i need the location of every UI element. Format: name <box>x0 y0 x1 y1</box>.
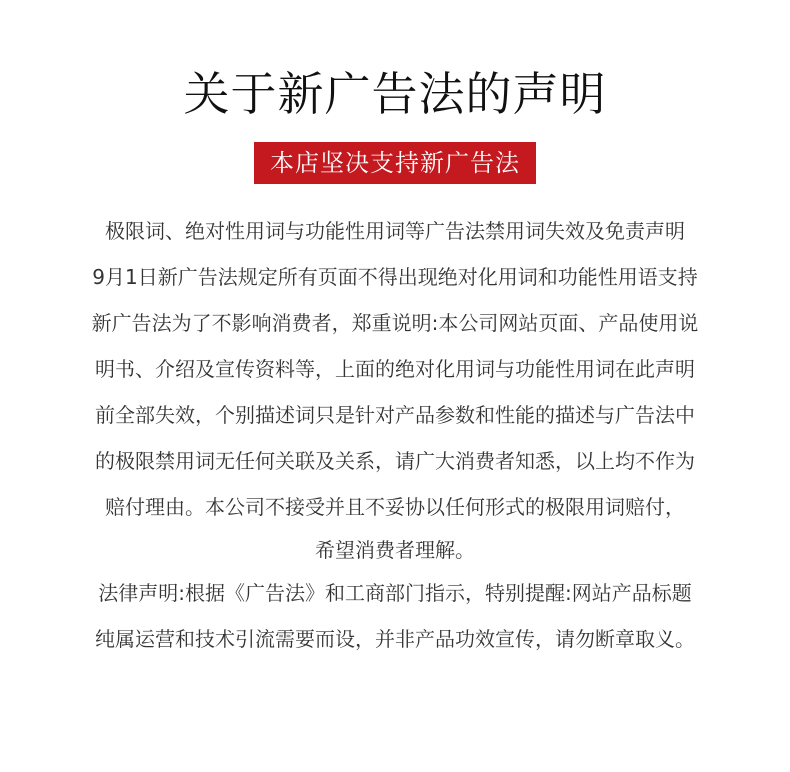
statement-line: 前全部失效，个别描述词只是针对产品参数和性能的描述与广告法中 <box>95 403 695 427</box>
legal-line: 法律声明:根据《广告法》和工商部门指示，特别提醒:网站产品标题 <box>98 581 692 605</box>
statement-line: 希望消费者理解。 <box>315 538 475 562</box>
statement-line: 赔付理由。本公司不接受并且不妥协以任何形式的极限用词赔付， <box>105 495 685 519</box>
page-title: 关于新广告法的声明 <box>183 67 607 121</box>
banner-container <box>0 142 790 184</box>
support-banner: 本店坚决支持新广告法 <box>254 142 536 184</box>
statement-line: 新广告法为了不影响消费者，郑重说明:本公司网站页面、产品使用说 <box>91 311 699 335</box>
statement-line: 极限词、绝对性用词与功能性用词等广告法禁用词失效及免责声明 <box>105 219 685 243</box>
statement-line: 9月1日新广告法规定所有页面不得出现绝对化用词和功能性用语支持 <box>92 265 698 289</box>
statement-body <box>40 208 750 662</box>
statement-line: 明书、介绍及宣传资料等，上面的绝对化用词与功能性用词在此声明 <box>95 357 695 381</box>
statement-line: 的极限禁用词无任何关联及关系，请广大消费者知悉，以上均不作为 <box>95 449 695 473</box>
legal-line: 纯属运营和技术引流需要而设，并非产品功效宣传，请勿断章取义。 <box>95 627 695 651</box>
